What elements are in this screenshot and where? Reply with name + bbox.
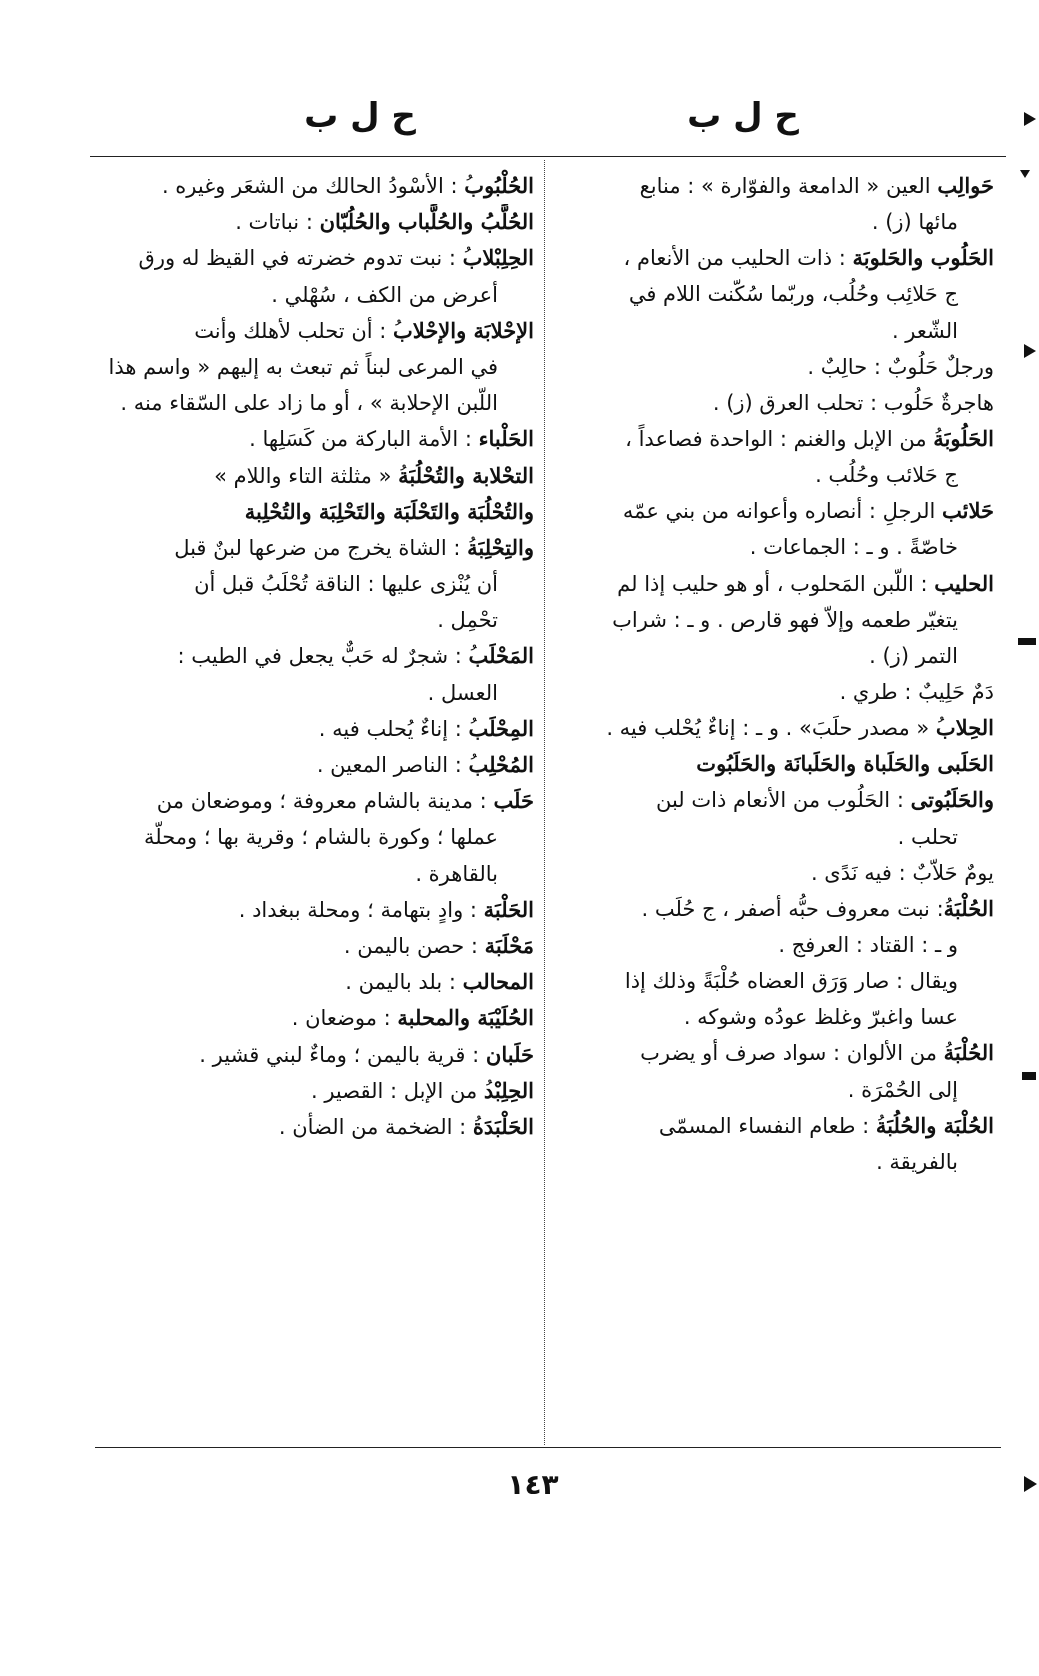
entry-line [88, 964, 534, 1000]
entry-line [88, 856, 534, 892]
definition-text: بالفريقة . [876, 1149, 958, 1174]
headword: الحُلَّبُ والحُلَّباب والحُلُبّان [319, 209, 534, 235]
margin-mark [1018, 638, 1036, 645]
entry-line [556, 566, 994, 602]
headword: المِحْلَب [468, 715, 534, 741]
entry-line [556, 457, 994, 493]
entry-line [88, 566, 534, 602]
headword: الحَلْباء [478, 426, 534, 452]
margin-mark [1020, 170, 1030, 178]
definition-text: العسل . [427, 680, 498, 705]
top-rule [90, 156, 1006, 157]
entry-line [88, 494, 534, 530]
entry-line [556, 1144, 994, 1180]
entry-line [88, 892, 534, 928]
entry-line [88, 168, 534, 204]
entry-line [88, 277, 534, 313]
entry-line [556, 313, 994, 349]
margin-mark [1024, 112, 1036, 126]
entry-line [88, 783, 534, 819]
headword: الحُلَيْبَة والمحلبة [397, 1005, 534, 1031]
headword: الحَلْبَة [483, 896, 534, 922]
entry-line [88, 313, 534, 349]
entry-line [88, 602, 534, 638]
headword: الحِلِبْد [483, 1077, 534, 1103]
headword: حَوالِب [937, 173, 994, 198]
definition-text: ُ : الناصر المعين . [316, 753, 469, 777]
definition-text: التمر (ز) . [869, 643, 958, 668]
definition-text: ُ « مصدر حلَبَ» . و ـ : إناءٌ يُحْلب فيه . [606, 716, 936, 741]
definition-text: العين « الدامعة والفوّارة » : منابع [639, 174, 938, 198]
entry-line [88, 530, 534, 566]
entry-line [88, 675, 534, 711]
headword: حَلائب [942, 498, 994, 524]
definition-text: هاجرةٌ حَلُوب : تحلب العرق (ز) . [712, 390, 994, 415]
headword: الحِلاب [935, 715, 994, 741]
entry-line [88, 204, 534, 240]
definition-text: اللّبن الإحلابة » ، أو ما زاد على السّقاء منه . [120, 391, 498, 416]
definition-text: و ـ : القتاد : العرفج . [778, 932, 958, 957]
definition-text: : نباتات . [235, 210, 320, 235]
headword: الحَلُوب والحَلوبَة [852, 245, 994, 271]
definition-text: : مدينة بالشام معروفة ؛ وموضعان من [156, 789, 494, 814]
headword: الحَلُوبَة [933, 425, 994, 451]
entry-line [88, 711, 534, 747]
definition-text: ُ : نبت تدوم خضرته في القيظ له ورق [138, 246, 463, 271]
entry-line [88, 458, 534, 494]
headword: حَلَب [493, 788, 534, 814]
entry-line [556, 1108, 994, 1144]
entry-line [556, 674, 994, 710]
definition-text: ويقال : صار وَرَق العضاه حُلْبَةً وذلك إذا [624, 969, 958, 994]
definition-text: ج حَلائِب وحُلُب، وربّما سُكّنت اللام في [628, 282, 958, 307]
entry-line [88, 240, 534, 276]
entry-line [556, 529, 994, 565]
entry-line [88, 1037, 534, 1073]
definition-text: مائها (ز) . [871, 210, 958, 235]
definition-text: ُ : الأسْودُ الحالك من الشعَر وغيره . [161, 174, 465, 198]
definition-text: ُ « مثلثة التاء واللام » [214, 463, 399, 488]
entry-line [556, 1035, 994, 1071]
definition-text: ج حَلائب وحُلُب . [815, 463, 958, 488]
definition-text: تحلب . [897, 824, 958, 849]
definition-text: ُ من الألوان : سواد صرف أو يضرب [640, 1041, 944, 1066]
entry-line [556, 927, 994, 963]
definition-text: : ذات الحليب من الأنعام ، [623, 246, 853, 271]
definition-text: بالقاهرة . [415, 861, 498, 886]
definition-text: عسا واغبرّ وغلظ عودُه وشوكه . [683, 1005, 958, 1030]
entry-line [556, 421, 994, 457]
definition-text: تحْمِل . [437, 608, 498, 633]
headword: المحالب [462, 969, 534, 995]
entry-line [556, 855, 994, 891]
entry-line [88, 638, 534, 674]
definition-text: ُ: نبت معروف حبُّه أصفر ، ج حُلَب . [641, 896, 944, 921]
entry-line [88, 1109, 534, 1145]
definition-text: ُ من الإبل والغنم : الواحدة فصاعداً ، [625, 426, 934, 451]
definition-text: : حصن باليمن . [343, 933, 485, 958]
entry-line [88, 1000, 534, 1036]
entry-line [88, 385, 534, 421]
headword: الحُلْبَة والحُلُبَة [875, 1112, 994, 1138]
headword: المُحْلِب [468, 752, 534, 777]
definition-text: ُ : الشاة يخرج من ضرعها لبنٌ قبل [174, 535, 468, 560]
definition-text: ُ : طعام النفساء المسمّى [658, 1113, 876, 1138]
definition-text: في المرعى لبناً ثم تبعث به إليهم « واسم هذا [108, 354, 498, 379]
definition-text: : وادٍ بتهامة ؛ ومحلة ببغداد . [238, 897, 484, 922]
definition-text: ُ : أن تحلب لأهلك وأنت [194, 318, 394, 343]
entry-line [556, 819, 994, 855]
definition-text: الشّعر . [891, 318, 958, 343]
margin-mark [1022, 1072, 1036, 1080]
entry-line [88, 349, 534, 385]
entry-line [556, 999, 994, 1035]
definition-text: عملها ؛ وكورة بالشام ؛ وقرية بها ؛ ومحلّة [144, 825, 498, 850]
entry-line [556, 710, 994, 746]
headword: والحَلَبُوتى [910, 787, 994, 813]
entry-line [556, 602, 994, 638]
headword: والتُحْلُبَة والتَحْلَبَة والتَحْلِبَة والتُحْلِبة [244, 498, 534, 524]
headword: مَحْلَبَة [484, 932, 534, 958]
entry-line [88, 819, 534, 855]
definition-text: ُ : الضخمة من الضأن . [278, 1114, 473, 1139]
headword: الحُلْبَة [943, 1040, 994, 1066]
definition-text: ورجلٌ حَلُوبٌ : حالِبٌ . [807, 354, 994, 379]
definition-text: : اللّبن المَحلوب ، أو هو حليب إذا لم [617, 571, 935, 596]
entry-line [556, 782, 994, 818]
headword: حَلَبان [485, 1041, 534, 1067]
definition-text: أعرض من الكف ، سُهْلي . [271, 282, 498, 307]
page-number: ١٤٣ [507, 1468, 559, 1501]
margin-mark [1024, 1476, 1037, 1492]
headword: الحُلْبُوب [464, 173, 534, 198]
entry-line [88, 421, 534, 457]
definition-text: : قرية باليمن ؛ وماءٌ لبني قشير . [199, 1042, 486, 1067]
headword: والتِحْلِبَة [467, 534, 534, 560]
entry-line [556, 385, 994, 421]
entry-line [556, 493, 994, 529]
entry-line [556, 746, 994, 782]
entry-line [88, 747, 534, 783]
definition-text: ُ : إناءٌ يُحلب فيه . [318, 716, 469, 741]
definition-text: : موضعان . [291, 1006, 398, 1031]
definition-text: دَمٌ حَلِيبٌ : طري . [839, 679, 994, 704]
definition-text: أن يُنْزى عليها : الناقة تُحْلَبُ قبل أن [194, 572, 498, 597]
margin-mark [1024, 344, 1036, 358]
headword: الحِلِبْلاب [462, 245, 534, 271]
right-column [556, 168, 994, 1180]
headword: الحَلْبَدَة [472, 1113, 534, 1139]
definition-text: ُ : شجرٌ له حَبٌّ يجعل في الطيب : [177, 644, 469, 669]
entry-line [556, 963, 994, 999]
headword: الإحْلابَة والإحْلاب [393, 317, 534, 343]
headword: الحليب [934, 570, 994, 596]
definition-text: خاصّةً . و ـ : الجماعات . [749, 535, 958, 560]
column-divider [544, 160, 545, 1445]
entry-line [556, 240, 994, 276]
running-head-right: ح ل ب [687, 96, 799, 136]
definition-text: : بلد باليمن . [345, 970, 463, 995]
entry-line [556, 168, 994, 204]
definition-text: : الأمة الباركة من كَسَلِها . [249, 427, 479, 452]
definition-text: : الحَلُوب من الأنعام ذات لبن [655, 788, 911, 813]
definition-text: ُ من الإبل : القصير . [310, 1078, 484, 1103]
bottom-rule [95, 1447, 1001, 1448]
definition-text: يومٌ حَلاّبٌ : فيه نَدًى . [810, 860, 994, 885]
entry-line [556, 204, 994, 240]
definition-text: الرجلِ : أنصاره وأعوانه من بني عمّه [622, 499, 943, 524]
entry-line [556, 276, 994, 312]
entry-line [556, 1072, 994, 1108]
headword: الحَلَبى والحَلَباة والحَلَبانَة والحَلَبُوت [696, 751, 994, 777]
headword: المَحْلَب [468, 643, 534, 669]
headword: التحْلابة والتُحْلُبَة [398, 462, 534, 488]
definition-text: إلى الحُمْرَة . [847, 1077, 958, 1102]
definition-text: يتغيّر طعمه وإلاّ فهو قارص . و ـ : شراب [612, 607, 958, 632]
headword: الحُلْبَة [943, 895, 994, 921]
left-column [88, 168, 534, 1145]
entry-line [556, 891, 994, 927]
entry-line [88, 928, 534, 964]
entry-line [556, 638, 994, 674]
entry-line [556, 349, 994, 385]
entry-line [88, 1073, 534, 1109]
running-head-left: ح ل ب [304, 96, 416, 136]
